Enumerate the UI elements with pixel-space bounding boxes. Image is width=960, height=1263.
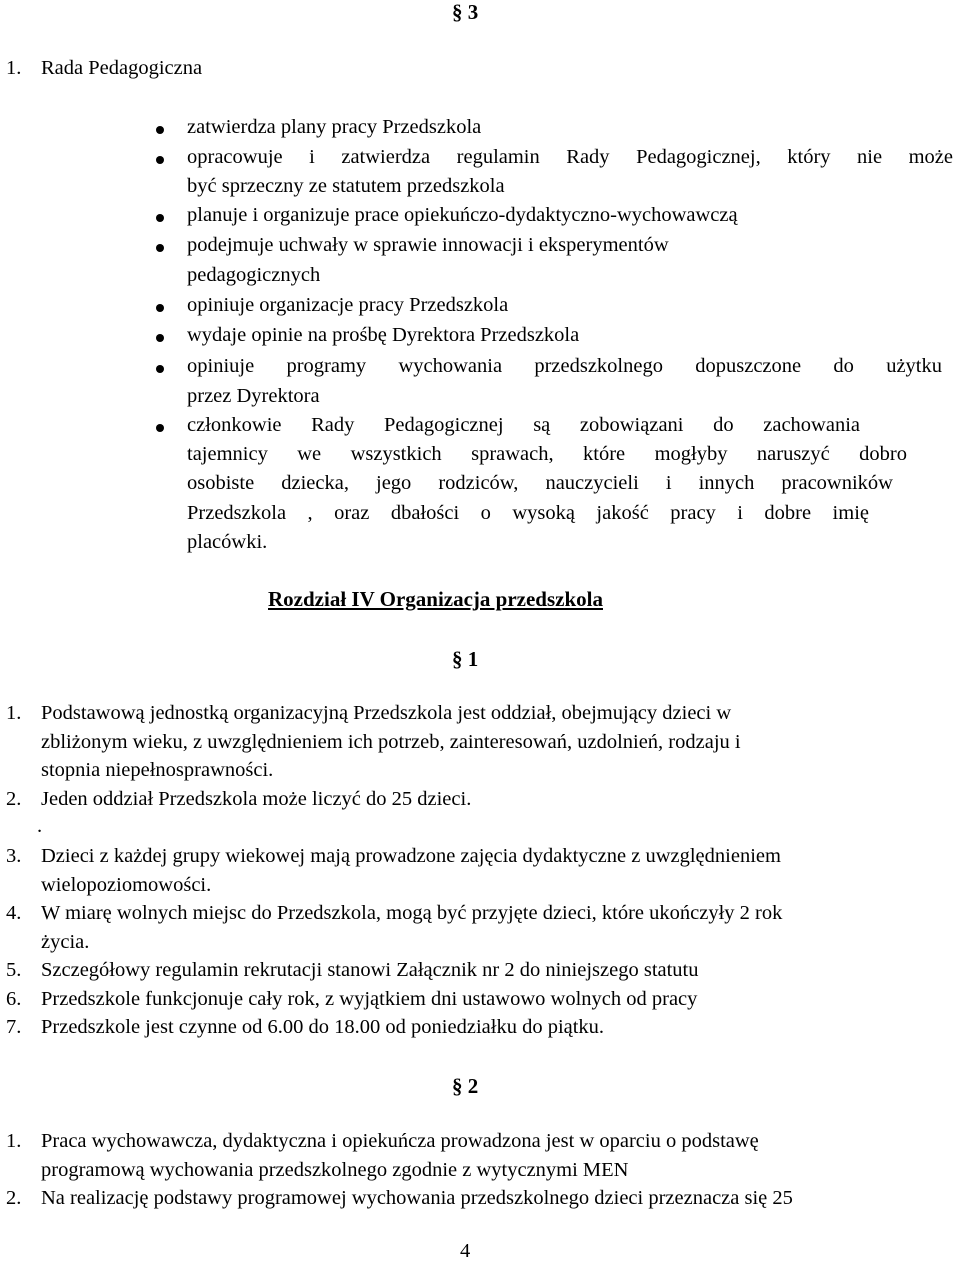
bullet-line-cont: Przedszkola , oraz dbałości o wysoką jakość pracy i dobre imię <box>187 502 869 524</box>
bullet-line-cont: być sprzeczny ze statutem przedszkola <box>187 175 505 197</box>
item-line: W miarę wolnych miejsc do Przedszkola, mogą być przyjęte dzieci, które ukończyły 2 rok <box>41 902 783 924</box>
item-line: Przedszkole jest czynne od 6.00 do 18.00 od poniedziałku do piątku. <box>41 1016 605 1038</box>
rada-title: Rada Pedagogiczna <box>41 57 203 79</box>
bullet-line: zatwierdza plany pracy Przedszkola <box>187 116 482 138</box>
rada-number: 1. <box>6 57 22 79</box>
bullet-line-cont: przez Dyrektora <box>187 385 320 407</box>
item-number: 6. <box>6 988 22 1010</box>
bullet-dot <box>156 214 164 222</box>
bullet-dot <box>156 304 164 312</box>
item-line: Podstawową jednostką organizacyjną Przedszkola jest oddział, obejmujący dzieci w <box>41 702 732 724</box>
bullet-dot <box>156 424 164 432</box>
item-number: 1. <box>6 702 22 724</box>
item-line: Dzieci z każdej grupy wiekowej mają prowadzone zajęcia dydaktyczne z uwzględnieniem <box>41 845 781 867</box>
item-number: 1. <box>6 1130 22 1152</box>
item-number: 2. <box>6 788 22 810</box>
bullet-line: opiniuje organizacje pracy Przedszkola <box>187 294 509 316</box>
item-line-cont: życia. <box>41 931 90 953</box>
item-number: 2. <box>6 1187 22 1209</box>
item-number: 5. <box>6 959 22 981</box>
item-line: Szczegółowy regulamin rekrutacji stanowi Załącznik nr 2 do niniejszego statutu <box>41 959 699 981</box>
item-line-cont: programową wychowania przedszkolnego zgodnie z wytycznymi MEN <box>41 1159 629 1181</box>
item-number: 4. <box>6 902 22 924</box>
section-2-symbol: § 2 <box>452 1074 479 1098</box>
item-line-cont: zbliżonym wieku, z uwzględnieniem ich potrzeb, zainteresowań, uzdolnień, rodzaju i <box>41 731 741 753</box>
item-line: Przedszkole funkcjonuje cały rok, z wyjątkiem dni ustawowo wolnych od pracy <box>41 988 698 1010</box>
bullet-line: opracowuje i zatwierdza regulamin Rady Pedagogicznej, który nie może <box>187 146 953 168</box>
item-number: 7. <box>6 1016 22 1038</box>
bullet-line-cont: osobiste dziecka, jego rodziców, nauczycieli i innych pracowników <box>187 472 893 494</box>
bullet-line: wydaje opinie na prośbę Dyrektora Przedszkola <box>187 324 580 346</box>
chapter-heading: Rozdział IV Organizacja przedszkola <box>268 587 603 611</box>
bullet-line: opiniuje programy wychowania przedszkolnego dopuszczone do użytku <box>187 355 942 377</box>
bullet-line: członkowie Rady Pedagogicznej są zobowiązani do zachowania <box>187 414 860 436</box>
bullet-line: podejmuje uchwały w sprawie innowacji i eksperymentów <box>187 234 669 256</box>
bullet-dot <box>156 365 164 373</box>
item-number: 3. <box>6 845 22 867</box>
section-3-symbol: § 3 <box>452 0 479 24</box>
item-line-cont: stopnia niepełnosprawności. <box>41 759 274 781</box>
section-1-symbol: § 1 <box>452 647 479 671</box>
item-line: Jeden oddział Przedszkola może liczyć do 25 dzieci. <box>41 788 472 810</box>
bullet-dot <box>156 334 164 342</box>
item-line: Na realizację podstawy programowej wychowania przedszkolnego dzieci przeznacza się 25 <box>41 1187 793 1209</box>
stray-dot: . <box>37 815 43 837</box>
bullet-line-cont: placówki. <box>187 531 268 553</box>
bullet-dot <box>156 156 164 164</box>
bullet-line: planuje i organizuje prace opiekuńczo-dydaktyczno-wychowawczą <box>187 204 738 226</box>
item-line-cont: wielopoziomowości. <box>41 874 212 896</box>
page-number: 4 <box>460 1240 471 1262</box>
bullet-line-cont: tajemnicy we wszystkich sprawach, które mogłyby naruszyć dobro <box>187 443 907 465</box>
bullet-line-cont: pedagogicznych <box>187 264 321 286</box>
bullet-dot <box>156 126 164 134</box>
item-line: Praca wychowawcza, dydaktyczna i opiekuńcza prowadzona jest w oparciu o podstawę <box>41 1130 759 1152</box>
bullet-dot <box>156 244 164 252</box>
